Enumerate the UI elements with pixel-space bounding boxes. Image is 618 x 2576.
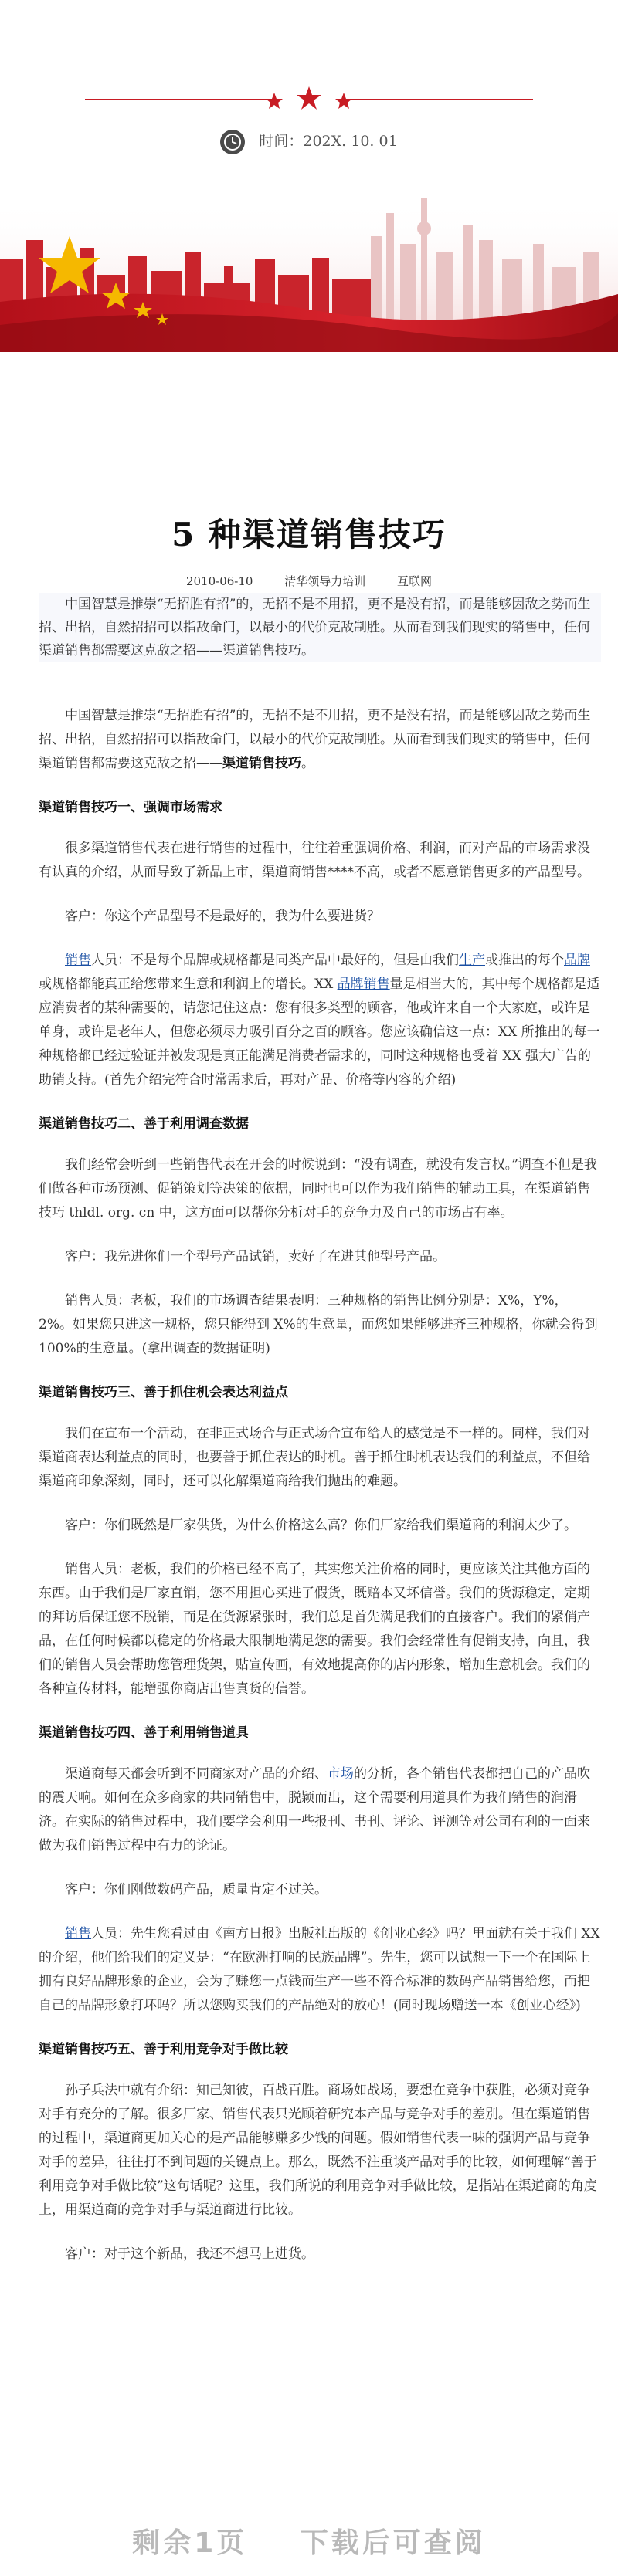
paragraph-text: 中国智慧是推崇“无招胜有招”的，无招不是不用招，更不是没有招，而是能够因敌之势而生招、出招，自然招招可以指敌命门，以最小的代价克敌制胜。从而看到我们现实的销售中，任何渠道销售都需要这克敌之招—— xyxy=(39,708,591,771)
paragraph-text: 。 xyxy=(301,756,314,771)
time-row xyxy=(0,130,618,154)
section-heading: 渠道销售技巧二、善于利用调查数据 xyxy=(39,1116,249,1132)
paragraph-text: 销售人员：老板，我们的市场调查结果表明：三种规格的销售比例分别是：X%，Y%，2%。如果您只进这一规格，您只能得到 X%的生意量，而您如果能够进齐三种规格，你就会得到 100%的生意量。(拿出调查的数据证明) xyxy=(39,1293,598,1356)
download-hint-label: 下载后可查阅 xyxy=(300,2527,486,2559)
bold-text: 渠道销售技巧 xyxy=(222,756,301,771)
star-icon xyxy=(335,93,352,109)
section-heading: 渠道销售技巧四、善于利用销售道具 xyxy=(39,1725,249,1741)
body-paragraph xyxy=(39,704,601,776)
paragraph-text: 客户：你这个产品型号不是最好的，我为什么要进货？ xyxy=(65,909,380,924)
section-heading: 渠道销售技巧五、善于利用竞争对手做比较 xyxy=(39,2042,288,2057)
paragraph-text: 客户：你们既然是厂家供货，为什么价格这么高？你们厂家给我们渠道商的利润太少了。 xyxy=(65,1518,577,1533)
header-banner xyxy=(0,0,618,352)
article-body xyxy=(39,704,601,2287)
paragraph-text: 的分析，各个销售代表都把自己的产品吹的震天响。如何在众多商家的共同销售中，脱颖而出，这个需要利用道具作为我们销售的润滑济。在实际的销售过程中，我们要学会利用一些报刊、书刊、评论、评测等对公司有利的一面来做为我们销售过程中有力的论证。 xyxy=(39,1766,590,1853)
section-heading: 渠道销售技巧一、强调市场需求 xyxy=(39,800,222,815)
paragraph-text: 人员：不是每个品牌或规格都是同类产品中最好的，但是由我们 xyxy=(91,953,459,968)
section-heading: 渠道销售技巧三、善于抓住机会表达利益点 xyxy=(39,1385,288,1400)
body-paragraph xyxy=(39,1558,601,1701)
paragraph-text: 我们在宣布一个活动，在非正式场合与正式场合宣布给人的感觉是不一样的。同样，我们对渠道商表达利益点的同时，也要善于抓住表达的时机。善于抓住时机表达我们的利益点，不但给渠道商印象深刻，同时，还可以化解渠道商给我们抛出的难题。 xyxy=(39,1426,590,1489)
body-paragraph xyxy=(39,1153,601,1225)
paragraph-text: 人员：先生您看过由《南方日报》出版社出版的《创业心经》吗？里面就有关于我们 XX 的介绍，他们给我们的定义是：“在欧洲打响的民族品牌”。先生，您可以试想一下一个在国际上拥有良好品牌形象的企业，会为了赚您一点钱而生产一些不符合标准的数码产品销售给您，而把自己的品牌形象打坏吗？所以您购买我们的产品绝对的放心！(同时现场赠送一本《创业心经》) xyxy=(39,1926,600,2013)
stars-decor xyxy=(0,86,618,110)
body-paragraph xyxy=(39,1922,601,2018)
body-paragraph xyxy=(39,2079,601,2222)
paragraph-text: 或规格都能真正给您带来生意和利润上的增长。XX xyxy=(39,977,338,992)
paragraph-text: 客户：你们刚做数码产品，质量肯定不过关。 xyxy=(65,1882,328,1897)
body-paragraph xyxy=(39,1878,601,1902)
paragraph-text: 销售人员：老板，我们的价格已经不高了，其实您关注价格的同时，更应该关注其他方面的东西。由于我们是厂家直销，您不用担心买进了假货，既赔本又坏信誉。我们的货源稳定，定期的拜访后保证您不脱销，而是在货源紧张时，我们总是首先满足我们的直接客户。我们的紧俏产品，在任何时候都以稳定的价格最大限制地满足您的需要。我们会经常性有促销支持，向且，我们的销售人员会帮助您管理货架，贴宣传画，有效地提高你的店内形象，增加生意机会。我们的各种宣传材料，能增强你商店出售真货的信誉。 xyxy=(39,1562,590,1697)
star-icon xyxy=(266,93,283,109)
paragraph-text: 或推出的每个 xyxy=(485,953,564,968)
paragraph-text: 客户：对于这个新品，我还不想马上进货。 xyxy=(65,2246,314,2262)
time-value: 202X. 10. 01 xyxy=(303,133,398,150)
body-paragraph xyxy=(39,1289,601,1361)
article-lead: 中国智慧是推崇“无招胜有招”的，无招不是不用招，更不是没有招，而是能够因敌之势而生招、出招，自然招招可以指敌命门，以最小的代价克敌制胜。从而看到我们现实的销售中，任何渠道销售都需要这克敌之招——渠道销售技巧。 xyxy=(39,593,601,662)
body-paragraph xyxy=(39,1422,601,1494)
keyword-link[interactable]: 品牌 xyxy=(564,953,590,968)
body-paragraph xyxy=(39,949,601,1092)
body-paragraph xyxy=(39,1514,601,1538)
read-more-banner[interactable] xyxy=(0,2521,618,2561)
body-paragraph xyxy=(39,905,601,929)
body-paragraph xyxy=(39,2243,601,2266)
paragraph-text: 客户：我先进你们一个型号产品试销，卖好了在进其他型号产品。 xyxy=(65,1249,446,1264)
body-paragraph xyxy=(39,1245,601,1269)
article-date: 2010-06-10 xyxy=(185,574,253,588)
article-title: 5 种渠道销售技巧 xyxy=(171,516,447,553)
remaining-pages-label: 剩余1页 xyxy=(132,2527,248,2559)
paragraph-text: 我们经常会听到一些销售代表在开会的时候说到：“没有调查，就没有发言权。”调查不但是我们做各种市场预测、促销策划等决策的依据，同时也可以作为我们销售的辅助工具，在渠道销售技巧 thldl. org. cn 中，这方面可以帮你分析对手的竞争力及自己的市场占有率。 xyxy=(39,1157,597,1220)
city-skyline-image xyxy=(0,167,618,352)
paragraph-text: 孙子兵法中就有介绍：知己知彼，百战百胜。商场如战场，要想在竞争中获胜，必须对竞争对手有充分的了解。很多厂家、销售代表只光顾着研究本产品与竞争对手的差别。但在渠道销售的过程中，渠道商更加关心的是产品能够赚多少钱的问题。假如销售代表一味的强调产品与竞争对手的差异，往往打不到问题的关键点上。那么，既然不注重谈产品对手的比较，如何理解“善于利用竞争对手做比较”这句话呢？这里，我们所说的利用竞争对手做比较，是指站在渠道商的角度上，用渠道商的竞争对手与渠道商进行比较。 xyxy=(39,2083,597,2218)
paragraph-text: 很多渠道销售代表在进行销售的过程中，往往着重强调价格、利润，而对产品的市场需求没有认真的介绍，从而导致了新品上市，渠道商销售****不高，或者不愿意销售更多的产品型号。 xyxy=(39,841,590,880)
article-meta xyxy=(0,573,618,589)
clock-icon xyxy=(220,130,245,154)
body-paragraph xyxy=(39,1762,601,1858)
body-paragraph xyxy=(39,837,601,885)
paragraph-text: 量是相当大的，其中每个规格都是适应消费者的某种需要的，请您记住这点：您有很多类型的顾客，他或许来自一个大家庭，或许是单身，或许是老年人，但您必须尽力吸引百分之百的顾客。您应该确信这一点：XX 所推出的每一种规格都已经过验证并被发现是真正能满足消费者需求的，同时这种规格也受着 XX 强大广告的助销支持。(首先介绍完符合时常需求后，再对产品、价格等内容的介绍) xyxy=(39,977,600,1088)
keyword-link[interactable]: 生产 xyxy=(459,953,485,968)
article-source: 互联网 xyxy=(397,574,433,588)
star-icon xyxy=(297,86,321,110)
keyword-link[interactable]: 销售 xyxy=(65,953,91,968)
paragraph-text: 渠道商每天都会听到不同商家对产品的介绍、 xyxy=(65,1766,328,1782)
keyword-link[interactable]: 品牌销售 xyxy=(337,977,390,992)
article-author: 清华领导力培训 xyxy=(284,574,366,588)
time-label: 时间： xyxy=(259,133,304,150)
keyword-link[interactable]: 销售 xyxy=(65,1926,91,1941)
keyword-link[interactable]: 市场 xyxy=(328,1766,354,1782)
